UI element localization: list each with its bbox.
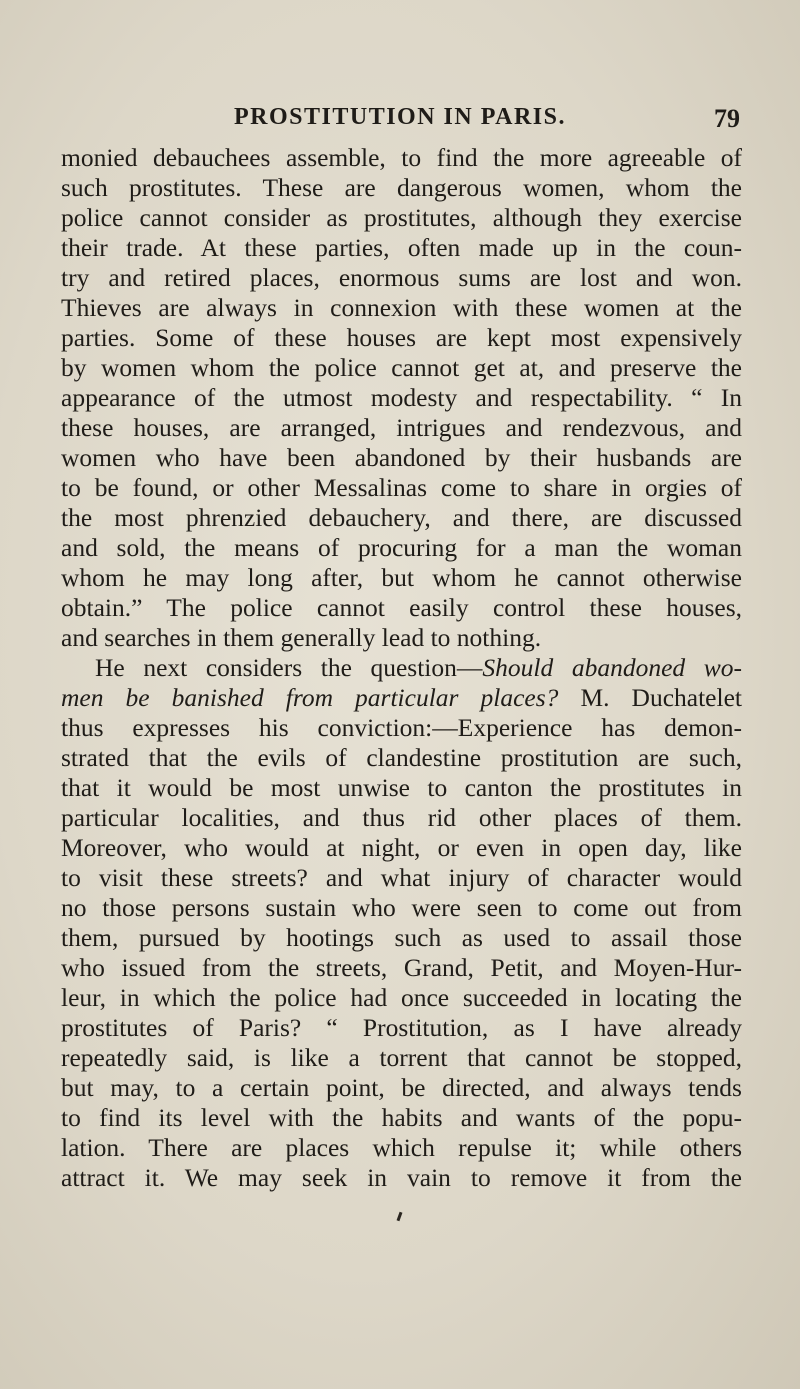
text-line: prostitutes of Paris? “ Prostitution, as I have already bbox=[61, 1013, 742, 1042]
text-line: appearance of the utmost modesty and respectability. “ In bbox=[61, 383, 742, 412]
text-line: parties. Some of these houses are kept most expensively bbox=[61, 323, 742, 352]
running-title: PROSTITUTION IN PARIS. bbox=[234, 104, 566, 130]
text-line: lation. There are places which repulse it; while others bbox=[61, 1133, 742, 1162]
text-line: the most phrenzied debauchery, and there, are discussed bbox=[61, 503, 742, 532]
text-line: monied debauchees assemble, to find the more agreeable of bbox=[61, 143, 742, 172]
ink-mark bbox=[397, 1212, 403, 1221]
running-head bbox=[60, 104, 740, 138]
text-line: such prostitutes. These are dangerous women, whom the bbox=[61, 173, 742, 202]
text-line: try and retired places, enormous sums are lost and won. bbox=[61, 263, 742, 292]
text-line: who issued from the streets, Grand, Petit, and Moyen-Hur- bbox=[61, 953, 742, 982]
text-line: to visit these streets? and what injury of character would bbox=[61, 863, 742, 892]
text-line bbox=[61, 683, 742, 713]
text-line: Moreover, who would at night, or even in open day, like bbox=[61, 833, 742, 862]
text-line: them, pursued by hootings such as used to assail those bbox=[61, 923, 742, 952]
text-line: by women whom the police cannot get at, and preserve the bbox=[61, 353, 742, 382]
body-text bbox=[61, 143, 742, 1193]
italic-question-run: men be banished from particular places? bbox=[61, 683, 559, 712]
text-line: strated that the evils of clandestine prostitution are such, bbox=[61, 743, 742, 772]
text-line: and sold, the means of procuring for a man the woman bbox=[61, 533, 742, 562]
text-line: these houses, are arranged, intrigues and rendezvous, and bbox=[61, 413, 742, 442]
paragraph-first-line bbox=[61, 653, 742, 683]
text-line: thus expresses his conviction:—Experience has demon- bbox=[61, 713, 742, 742]
text-line: and searches in them generally lead to nothing. bbox=[61, 623, 542, 652]
text-line: leur, in which the police had once succeeded in locating the bbox=[61, 983, 742, 1012]
text-line: whom he may long after, but whom he cannot otherwise bbox=[61, 563, 742, 592]
text-line: their trade. At these parties, often made up in the coun- bbox=[61, 233, 742, 262]
italic-question-run: Should abandoned wo- bbox=[482, 653, 743, 682]
text-line: police cannot consider as prostitutes, although they exercise bbox=[61, 203, 742, 232]
text-run: He next considers the question— bbox=[95, 653, 483, 682]
text-line: to find its level with the habits and wants of the popu- bbox=[61, 1103, 742, 1132]
text-line: no those persons sustain who were seen to come out from bbox=[61, 893, 742, 922]
text-line: women who have been abandoned by their husbands are bbox=[61, 443, 742, 472]
text-line: obtain.” The police cannot easily control these houses, bbox=[61, 593, 742, 622]
text-line: attract it. We may seek in vain to remove it from the bbox=[61, 1163, 742, 1192]
page-number: 79 bbox=[714, 104, 740, 133]
text-line: particular localities, and thus rid other places of them. bbox=[61, 803, 742, 832]
text-line: repeatedly said, is like a torrent that cannot be stopped, bbox=[61, 1043, 742, 1072]
text-run: M. Duchatelet bbox=[558, 683, 742, 712]
text-line: but may, to a certain point, be directed, and always tends bbox=[61, 1073, 742, 1102]
text-line: to be found, or other Messalinas come to share in orgies of bbox=[61, 473, 742, 502]
text-line: that it would be most unwise to canton the prostitutes in bbox=[61, 773, 742, 802]
text-line: Thieves are always in connexion with these women at the bbox=[61, 293, 742, 322]
